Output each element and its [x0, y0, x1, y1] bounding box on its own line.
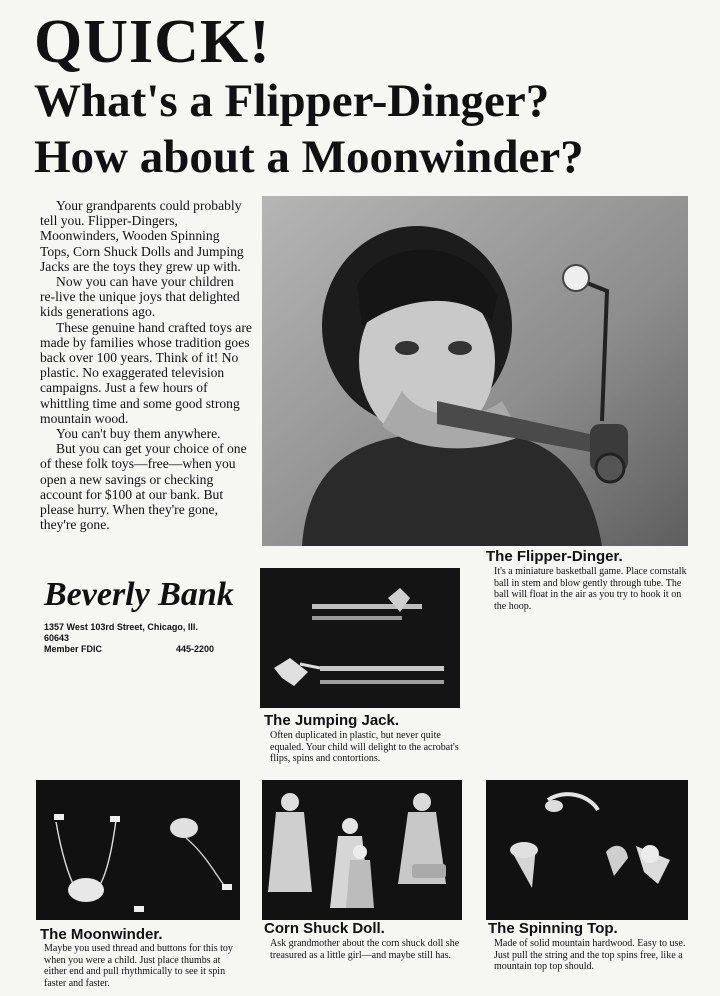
body-paragraph: These genuine hand crafted toys are made by families whose tradition goes back over 100 years. Think of it! No plastic. No exaggerated television campaigns. Just a few hours of whittling time and some good strong mountain wood. — [40, 319, 252, 426]
bank-member-fdic: Member FDIC — [44, 644, 103, 654]
moonwinder-illustration — [36, 780, 240, 920]
body-paragraph: But you can get your choice of one of these folk toys—free—when you open a new savings or checking account for $100 at our bank. But please hurry. When they're gone, they're gone. — [40, 441, 247, 533]
corn-shuck-doll-description: Ask grandmother about the corn shuck doll she treasured as a little girl—and maybe still has. — [270, 938, 460, 961]
jumping-jack-photo — [260, 568, 460, 708]
jumping-jack-description: Often duplicated in plastic, but never quite equaled. Your child will delight to the acrobat's flips, spins and contortions. — [270, 730, 459, 764]
corn-shuck-doll-photo — [262, 780, 462, 920]
spinning-top-description: Made of solid mountain hardwood. Easy to use. Just pull the string and the top spins free, like a mountain top top should. — [494, 938, 686, 972]
body-paragraph: Now you can have your children re-live the unique joys that delighted kids generations ago. — [40, 274, 240, 320]
body-paragraph: Your grandparents could probably tell you. Flipper-Dingers, Moonwinders, Wooden Spinning Tops, Corn Shuck Dolls and Jumping Jacks are the toys they grew up with. — [40, 198, 244, 274]
jumping-jack-illustration — [260, 568, 460, 708]
flipper-dinger-description: It's a miniature basketball game. Place cornstalk ball in stem and blow gently through tube. The ball will float in the air as you try to hook it on the hoop. — [494, 566, 687, 612]
corn-shuck-doll-illustration — [262, 780, 462, 920]
body-copy — [40, 198, 252, 532]
moonwinder-description: Maybe you used thread and buttons for this toy when you were a child. Just place thumbs at either end and pull rhythmically to see it spin faster and faster. — [44, 943, 233, 989]
headline-moonwinder: How about a Moonwinder? — [34, 131, 584, 183]
boy-photo-illustration — [262, 196, 688, 546]
moonwinder-title: The Moonwinder. — [40, 926, 163, 943]
spinning-top-photo — [486, 780, 688, 920]
body-paragraph: You can't buy them anywhere. — [56, 426, 221, 442]
headline-flipper-dinger: What's a Flipper-Dinger? — [34, 75, 550, 127]
flipper-dinger-photo — [262, 196, 688, 546]
spinning-top-illustration — [486, 780, 688, 920]
jumping-jack-title: The Jumping Jack. — [264, 712, 400, 729]
flipper-dinger-title: The Flipper-Dinger. — [486, 548, 623, 565]
beverly-bank-logo: Beverly Bank — [44, 576, 234, 613]
bank-phone: 445-2200 — [175, 644, 214, 654]
bank-address: 1357 West 103rd Street, Chicago, Ill. 60643 — [44, 622, 198, 643]
corn-shuck-doll-title: Corn Shuck Doll. — [264, 920, 385, 937]
spinning-top-title: The Spinning Top. — [488, 920, 618, 937]
moonwinder-photo — [36, 780, 240, 920]
bank-info — [44, 622, 214, 655]
headline-quick: QUICK! — [34, 8, 271, 76]
